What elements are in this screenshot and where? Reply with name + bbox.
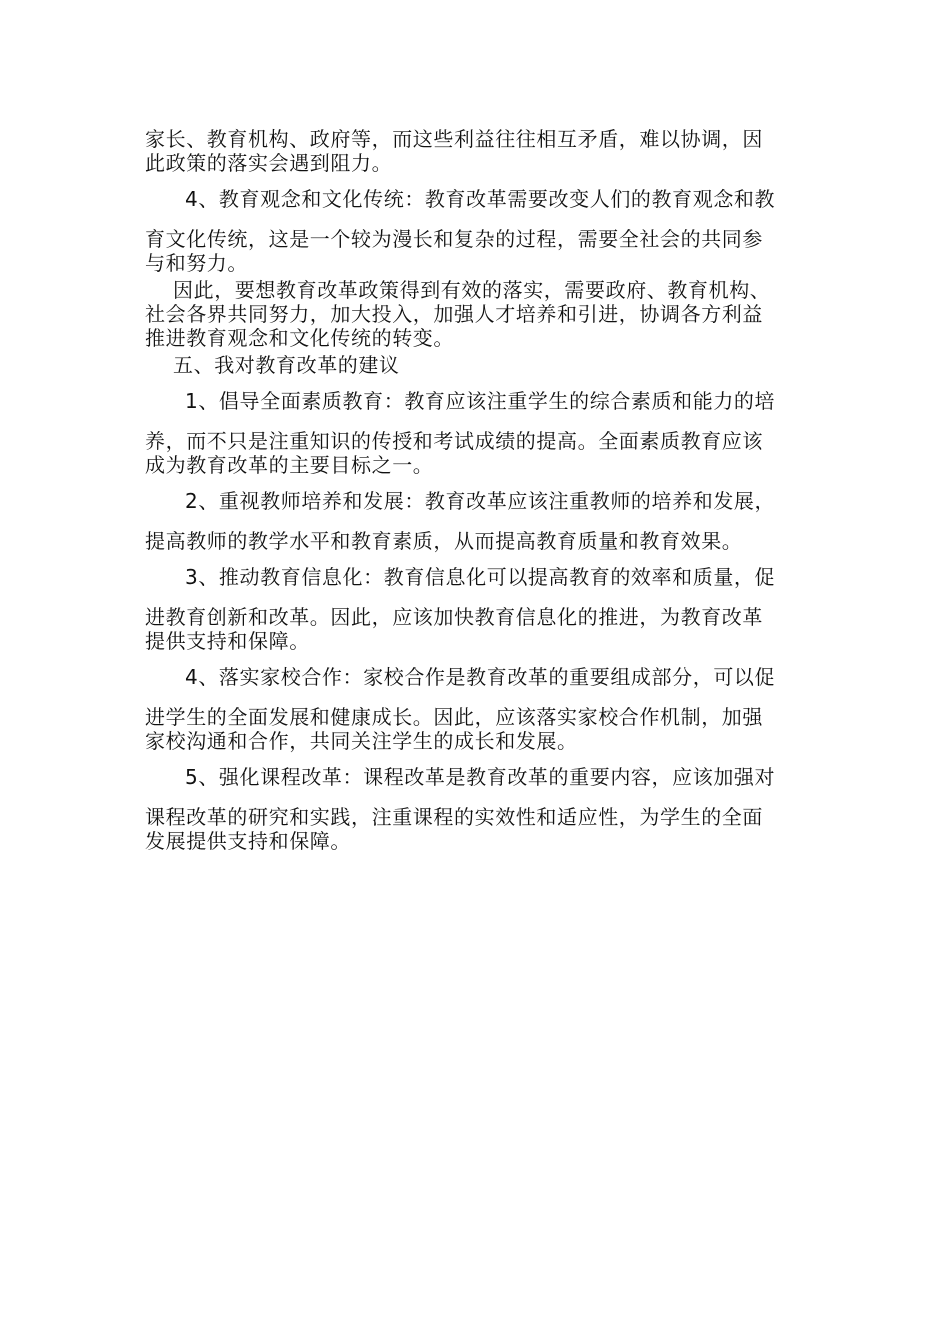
text-line: 2、重视教师培养和发展：教育改革应该注重教师的培养和发展， [185, 489, 776, 513]
text-line: 因此，要想教育改革政策得到有效的落实，需要政府、教育机构、 [173, 278, 771, 302]
text-line: 5、强化课程改革：课程改革是教育改革的重要内容，应该加强对 [185, 765, 776, 789]
paragraph-suggestion-5 [145, 765, 813, 853]
text-line: 课程改革的研究和实践，注重课程的实效性和适应性，为学生的全面 [145, 805, 763, 829]
text-line: 提高教师的教学水平和教育素质，从而提高教育质量和教育效果。 [145, 529, 743, 553]
text-line: 成为教育改革的主要目标之一。 [145, 453, 434, 477]
text-line: 家校沟通和合作，共同关注学生的成长和发展。 [145, 729, 578, 753]
text-line: 4、落实家校合作：家校合作是教育改革的重要组成部分，可以促 [185, 665, 776, 689]
section-heading [145, 353, 813, 377]
text-line: 发展提供支持和保障。 [145, 829, 351, 853]
text-line: 推进教育观念和文化传统的转变。 [145, 326, 454, 350]
paragraph-suggestion-1 [145, 389, 813, 477]
text-line: 1、倡导全面素质教育：教育应该注重学生的综合素质和能力的培 [185, 389, 776, 413]
paragraph-suggestion-4 [145, 665, 813, 753]
paragraph-stakeholders [145, 127, 813, 175]
document-body [145, 127, 813, 853]
paragraph-conclusion [145, 278, 813, 350]
text-line: 此政策的落实会遇到阻力。 [145, 151, 393, 175]
paragraph-suggestion-2 [145, 489, 813, 553]
text-line: 进学生的全面发展和健康成长。因此，应该落实家校合作机制，加强 [145, 705, 763, 729]
text-line: 社会各界共同努力，加大投入，加强人才培养和引进，协调各方利益 [145, 302, 763, 326]
text-line: 4、教育观念和文化传统：教育改革需要改变人们的教育观念和教 [185, 187, 776, 211]
paragraph-item-4-culture [145, 187, 813, 275]
text-line: 进教育创新和改革。因此，应该加快教育信息化的推进，为教育改革 [145, 605, 763, 629]
paragraph-suggestion-3 [145, 565, 813, 653]
text-line: 育文化传统，这是一个较为漫长和复杂的过程，需要全社会的共同参 [145, 227, 763, 251]
text-line: 与和努力。 [145, 251, 248, 275]
section-heading-text: 五、我对教育改革的建议 [173, 353, 400, 377]
text-line: 3、推动教育信息化：教育信息化可以提高教育的效率和质量，促 [185, 565, 776, 589]
text-line: 提供支持和保障。 [145, 629, 310, 653]
text-line: 养，而不只是注重知识的传授和考试成绩的提高。全面素质教育应该 [145, 429, 763, 453]
text-line: 家长、教育机构、政府等，而这些利益往往相互矛盾，难以协调，因 [145, 127, 763, 151]
